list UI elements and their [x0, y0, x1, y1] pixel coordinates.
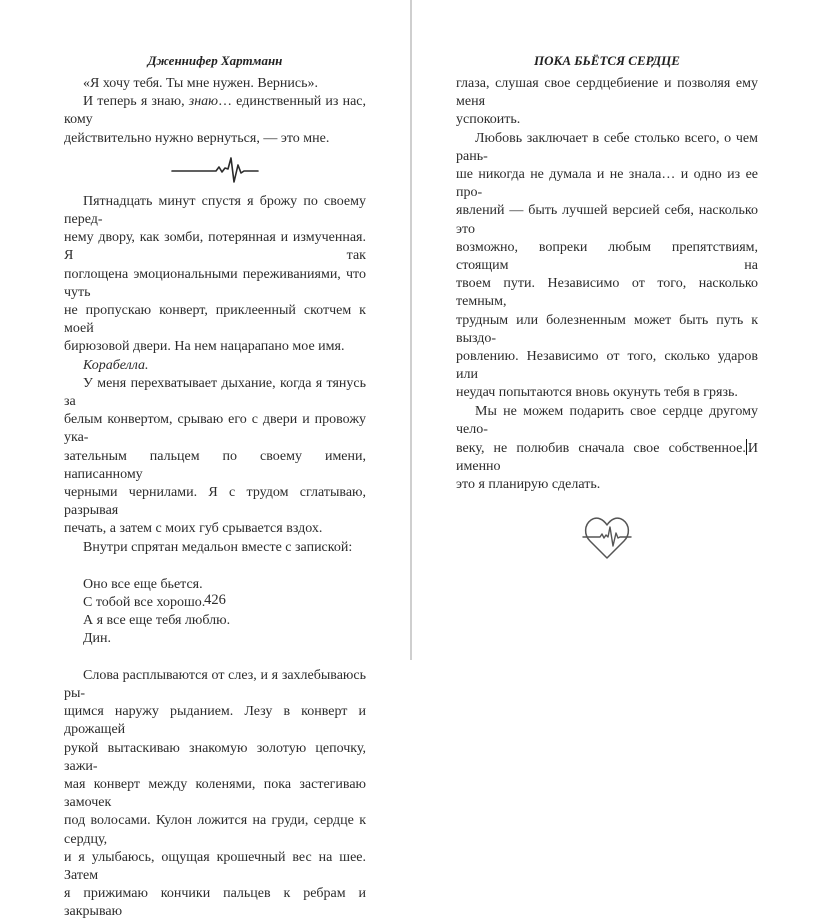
text-line: Слова расплываются от слез, и я захлебываюсь ры-: [64, 667, 366, 701]
text-line: успокоить.: [456, 112, 521, 128]
text-line: Пятнадцать минут спустя я брожу по своему перед-: [64, 193, 366, 228]
text-line: «Я хочу тебя. Ты мне нужен. Вернись».: [83, 76, 318, 91]
text-line: мая конверт между коленями, пока застегиваю замочек: [64, 776, 366, 811]
text-line: твоем пути. Независимо от того, насколько темным,: [456, 276, 758, 310]
text-line-with-caret[interactable]: [456, 439, 758, 476]
text-line: зательным пальцем по своему имени, написанному: [64, 448, 366, 482]
text-line: явлений — быть лучшей версией себя, насколько это: [456, 203, 758, 237]
text-line: трудным или болезненным может быть путь к выздо-: [456, 312, 758, 346]
text-line: щимся наружу рыданием. Лезу в конверт и дрожащей: [64, 704, 366, 738]
left-section-2: [64, 193, 366, 557]
note-line: С тобой все хорошо.: [83, 595, 206, 611]
text-line: У меня перехватывает дыхание, когда я тянусь за: [64, 375, 366, 410]
right-page: [412, 0, 820, 660]
text-line: бирюзовой двери. На нем нацарапано мое имя.: [64, 339, 345, 355]
text-line: действительно нужно вернуться, — это мне.: [64, 130, 330, 146]
text-line-italic: Корабелла.: [83, 357, 149, 373]
text-line: не пропускаю конверт, приклеенный скотчем к моей: [64, 303, 366, 337]
left-section-1: [64, 75, 366, 148]
text-fragment: И теперь я знаю,: [83, 94, 189, 110]
text-line: черными чернилами. Я с трудом сглатываю, разрывая: [64, 485, 366, 519]
text-line: под волосами. Кулон ложится на груди, сердце к сердцу,: [64, 813, 366, 847]
heartbeat-line-icon: [170, 155, 260, 187]
text-line: рукой вытаскиваю знакомую золотую цепочку, зажи-: [64, 740, 366, 774]
text-line: возможно, вопреки любым препятствиям, стоящим на: [456, 239, 758, 274]
italic-word: знаю: [188, 94, 219, 110]
left-page: [0, 0, 410, 920]
text-fragment: И именно: [456, 441, 758, 475]
note-line: Дин.: [83, 631, 112, 647]
note-block: [64, 576, 366, 649]
text-line: неудач попытаются вновь окунуть тебя в грязь.: [456, 385, 738, 401]
note-line: Оно все еще бьется.: [83, 576, 203, 592]
text-line: Внутри спрятан медальон вместе с запиской:: [83, 539, 353, 555]
running-head-title: ПОКА БЬЁТСЯ СЕРДЦЕ: [534, 53, 680, 68]
text-line: это я планирую сделать.: [456, 477, 601, 493]
text-fragment: … единственный из нас, кому: [64, 94, 366, 128]
heart-heartbeat-icon: [582, 515, 632, 561]
text-line: ше никогда не думала и не знала… и одно из ее про-: [456, 167, 758, 201]
text-line: печать, а затем с моих губ срывается вздох.: [64, 521, 323, 537]
text-line: и я улыбаюсь, ощущая крошечный вес на шее. Затем: [64, 849, 366, 883]
text-line: Любовь заключает в себе столько всего, о чем рань-: [456, 130, 758, 164]
page-number: 426: [204, 592, 226, 608]
text-fragment: веку, не полюбив сначала свое собственное.: [456, 441, 746, 457]
right-section-1: [456, 75, 758, 495]
text-line: я прижимаю кончики пальцев к ребрам и закрываю: [64, 886, 366, 920]
running-head-author: Дженнифер Хартманн: [147, 53, 283, 68]
text-line: Мы не можем подарить свое сердце другому чело-: [456, 403, 758, 437]
text-line: нему двору, как зомби, потерянная и измученная. Я так: [64, 230, 366, 264]
text-line: [64, 93, 366, 129]
text-line: белым конвертом, срываю его с двери и провожу ука-: [64, 412, 366, 446]
text-line: глаза, слушая свое сердцебиение и позволяя ему меня: [456, 76, 758, 110]
text-line: ровлению. Независимо от того, сколько ударов или: [456, 349, 758, 383]
left-section-3: [64, 667, 366, 922]
note-line: А я все еще тебя люблю.: [83, 613, 231, 629]
text-cursor: [746, 439, 747, 455]
text-line: поглощена эмоциональными переживаниями, что чуть: [64, 266, 366, 300]
